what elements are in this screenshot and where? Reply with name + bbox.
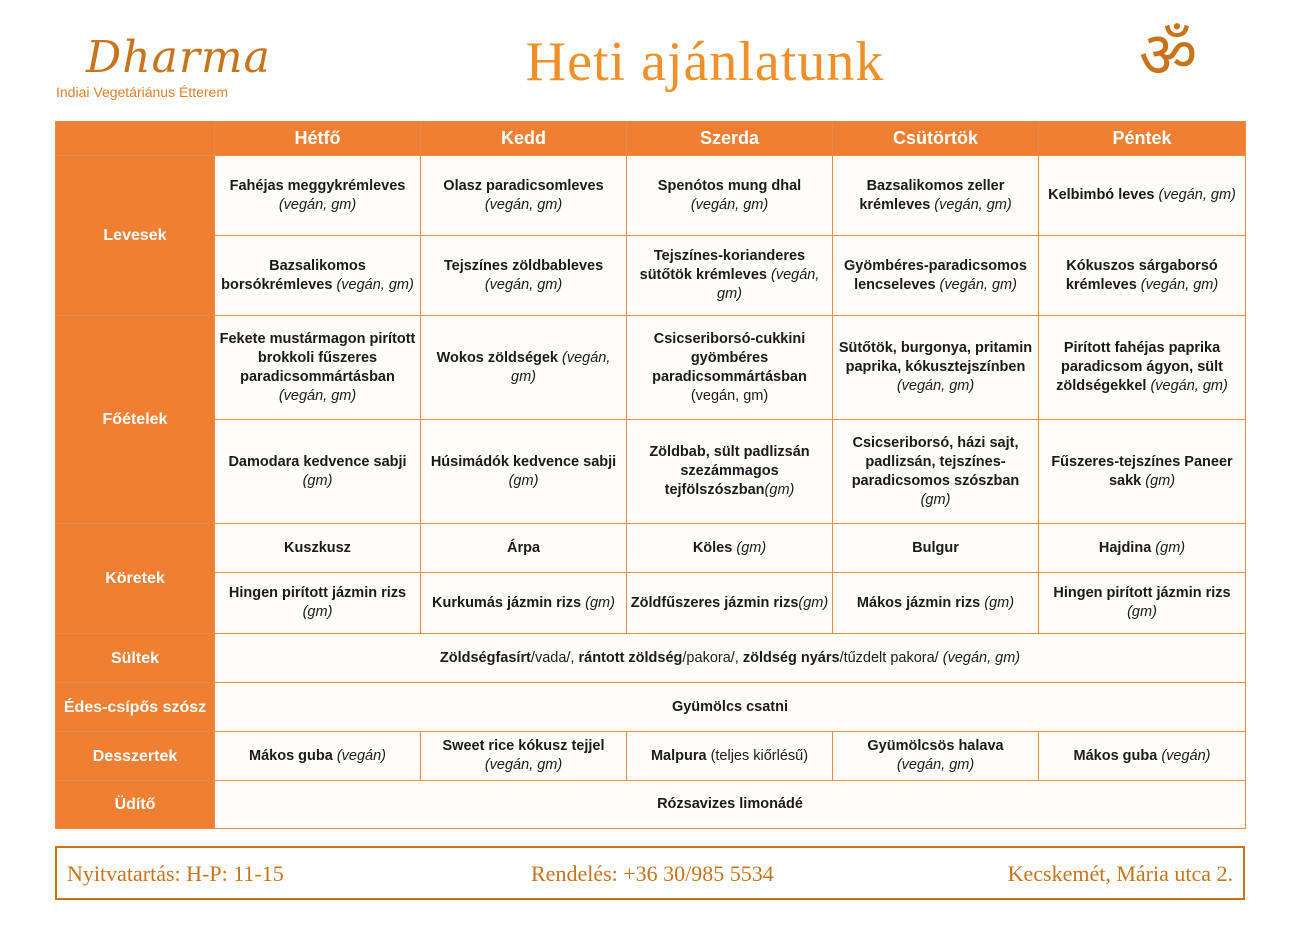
dish-name: Fűszeres-tejszínes Paneer sakk <box>1051 453 1233 489</box>
dish-name: Rózsavizes limonádé <box>657 796 803 812</box>
menu-cell <box>1039 732 1246 781</box>
menu-cell <box>215 420 421 524</box>
dish-name: Tejszínes zöldbableves <box>443 257 604 274</box>
dish-name: Hingen pirított jázmin rizs <box>228 585 407 601</box>
table-row <box>56 732 1246 781</box>
dish-note: (vegán, gm) <box>939 276 1017 293</box>
dish-name: Mákos guba <box>249 747 333 764</box>
table-row <box>56 683 1246 732</box>
dish-name: Gyömbéres-paradicsomos lencseleves <box>844 257 1027 293</box>
dish-note: (vegán, gm) <box>690 196 769 213</box>
dish-name: Kókuszos sárgaborsó krémleves <box>1065 257 1218 293</box>
menu-cell <box>421 524 627 573</box>
dish-note: (gm) <box>1127 604 1157 620</box>
menu-cell <box>421 420 627 524</box>
dish-note: (vegán, gm) <box>484 276 563 293</box>
category-side-dishes: Köretek <box>56 524 215 634</box>
menu-cell <box>215 573 421 634</box>
dish-note: (gm) <box>585 594 615 611</box>
menu-cell <box>421 732 627 781</box>
dish-note: (vegán) <box>336 747 386 764</box>
dish-name: Hajdina <box>1098 539 1152 556</box>
dish-note: (gm) <box>1155 539 1186 556</box>
dish-note: (vegán, gm) <box>1140 276 1219 293</box>
menu-cell-wide <box>215 634 1246 683</box>
menu-cell <box>627 573 833 634</box>
dish-name: Köles <box>692 539 733 556</box>
dish-name: zöldség nyárs <box>742 649 840 666</box>
menu-cell <box>833 156 1039 236</box>
dish-name: Hingen pirított jázmin rizs <box>1053 585 1231 601</box>
dish-note: (gm) <box>302 604 333 620</box>
menu-cell <box>1039 524 1246 573</box>
menu-cell <box>215 524 421 573</box>
dish-note: (vegán) <box>1161 747 1211 764</box>
dish-name: Fahéjas meggykrémleves <box>229 177 406 194</box>
dish-name: Csicseriborsó-cukkini gyömbéres paradicsommártásban <box>652 330 807 385</box>
menu-cell <box>627 420 833 524</box>
menu-cell <box>215 236 421 316</box>
category-soups: Levesek <box>56 156 215 316</box>
dish-name: Spenótos mung dhal <box>657 177 802 194</box>
menu-cell <box>421 573 627 634</box>
table-row <box>56 420 1246 524</box>
dish-name: Gyümölcsös halava <box>867 738 1004 754</box>
order-phone: Rendelés: +36 30/985 5534 <box>531 861 774 886</box>
menu-cell <box>1039 573 1246 634</box>
dish-name: Zöldségfasírt <box>439 649 531 666</box>
menu-cell <box>833 732 1039 781</box>
dish-name: Tejszínes-korianderes sütőtök krémleves <box>639 248 806 283</box>
dish-name: Bulgur <box>912 539 959 556</box>
dish-name: Árpa <box>506 539 541 556</box>
category-desserts: Desszertek <box>56 732 215 781</box>
menu-cell <box>421 236 627 316</box>
dish-note: (gm) <box>508 472 539 489</box>
dish-note: (vegán, gm) <box>511 349 611 385</box>
page-title: Heti ajánlatunk <box>525 31 885 93</box>
dish-note: (vegán, gm) <box>896 757 975 773</box>
dish-note: (vegán, gm) <box>942 649 1021 666</box>
day-header-wednesday: Szerda <box>627 122 833 156</box>
menu-cell <box>215 316 421 420</box>
menu-cell <box>421 316 627 420</box>
table-row <box>56 524 1246 573</box>
menu-cell <box>421 156 627 236</box>
dish-note: (gm) <box>736 539 767 556</box>
table-row <box>56 156 1246 236</box>
address: Kecskemét, Mária utca 2. <box>1007 861 1233 886</box>
category-drinks: Üdítő <box>56 781 215 829</box>
dish-note: (gm) <box>1145 472 1176 489</box>
dish-desc: /pakora/, <box>682 649 743 666</box>
dish-note: (gm) <box>920 491 951 508</box>
menu-cell <box>833 316 1039 420</box>
menu-cell <box>833 524 1039 573</box>
dish-name: Fekete mustármagon pirított brokkoli fűszeres paradicsommártásban <box>219 330 416 385</box>
restaurant-logo <box>56 14 276 104</box>
dish-note: (vegán, gm) <box>934 196 1012 213</box>
dish-name: Csicseriborsó, házi sajt, padlizsán, tejszínes-paradicsomos szószban <box>851 434 1020 489</box>
dish-name: Sweet rice kókusz tejjel <box>442 738 605 754</box>
category-main-courses: Főételek <box>56 316 215 524</box>
dish-name: Gyümölcs csatni <box>671 698 789 715</box>
dish-desc: /tűzdelt pakora/ <box>839 649 943 666</box>
dish-name: Kelbimbó leves <box>1048 187 1155 203</box>
dish-name: Mákos guba <box>1073 747 1158 764</box>
menu-cell-wide <box>215 781 1246 829</box>
menu-cell <box>627 316 833 420</box>
dish-name: Pirított fahéjas paprika paradicsom ágyon, sült zöldségekkel <box>1056 340 1223 394</box>
dish-note: (gm) <box>764 482 795 498</box>
dish-name: Zöldbab, sült padlizsán szezámmagos tejfölszószban <box>649 444 810 498</box>
menu-cell-wide <box>215 683 1246 732</box>
dish-note: (vegán, gm) <box>896 378 975 394</box>
dish-name: Bazsalikomos zeller krémleves <box>859 177 1005 213</box>
category-fried: Sültek <box>56 634 215 683</box>
menu-cell <box>215 156 421 236</box>
day-header-thursday: Csütörtök <box>833 122 1039 156</box>
dish-name: Mákos jázmin rizs <box>856 594 981 611</box>
menu-cell <box>627 524 833 573</box>
logo-word: Dharma <box>86 32 271 83</box>
table-row <box>56 573 1246 634</box>
footer-info-bar <box>55 846 1245 900</box>
menu-cell <box>1039 420 1246 524</box>
dish-name: Wokos zöldségek <box>436 349 558 366</box>
om-icon: ॐ <box>1138 19 1198 93</box>
dish-note: (vegán, gm) <box>1150 378 1228 394</box>
dish-name: Bazsalikomos borsókrémleves <box>221 257 366 293</box>
menu-cell <box>627 156 833 236</box>
dish-name: Olasz paradicsomleves <box>443 177 604 194</box>
table-row <box>56 236 1246 316</box>
menu-cell <box>215 732 421 781</box>
dish-name: Kuszkusz <box>284 539 351 556</box>
dish-name: rántott zöldség <box>578 649 683 666</box>
dish-name: Húsimádók kedvence sabji <box>430 453 617 470</box>
table-row <box>56 781 1246 829</box>
dish-note: (teljes kiőrlésű) <box>710 747 809 764</box>
dish-note: (gm) <box>302 472 333 489</box>
dish-name: Malpura <box>650 747 707 764</box>
menu-cell <box>1039 156 1246 236</box>
menu-cell <box>1039 316 1246 420</box>
dish-note: (vegán, gm) <box>1158 187 1236 203</box>
dish-name: Damodara kedvence sabji <box>228 453 407 470</box>
opening-hours: Nyitvatartás: H-P: 11-15 <box>67 861 284 886</box>
day-header-tuesday: Kedd <box>421 122 627 156</box>
menu-cell <box>833 236 1039 316</box>
category-sauce: Édes-csípős szósz <box>56 683 215 732</box>
menu-cell <box>627 732 833 781</box>
day-header-monday: Hétfő <box>215 122 421 156</box>
dish-note: (vegán, gm) <box>484 757 563 773</box>
header-corner <box>56 122 215 156</box>
table-row <box>56 634 1246 683</box>
menu-cell <box>1039 236 1246 316</box>
dish-desc: /vada/, <box>530 649 579 666</box>
dish-name: Sütőtök, burgonya, pritamin paprika, kókusztejszínben <box>838 340 1033 375</box>
dish-name: Zöldfűszeres jázmin rizs <box>630 594 799 611</box>
dish-name: Kurkumás jázmin rizs <box>432 594 582 611</box>
dish-note: (vegán, gm) <box>278 387 357 404</box>
dish-note: (gm) <box>984 594 1015 611</box>
dish-note: (vegán, gm) <box>336 276 414 293</box>
dish-note: (vegán, gm) <box>484 196 563 213</box>
table-row <box>56 316 1246 420</box>
dish-note: (vegán, gm) <box>690 387 769 404</box>
menu-cell <box>627 236 833 316</box>
dish-note: (gm) <box>798 594 829 611</box>
weekly-menu-table <box>55 121 1246 829</box>
day-header-row <box>56 122 1246 156</box>
logo-subtitle: Indiai Vegetáriánus Étterem <box>56 84 228 100</box>
dish-note: (vegán, gm) <box>278 196 357 213</box>
dish-note: (vegán, gm) <box>717 267 820 302</box>
menu-cell <box>833 420 1039 524</box>
menu-cell <box>833 573 1039 634</box>
day-header-friday: Péntek <box>1039 122 1246 156</box>
